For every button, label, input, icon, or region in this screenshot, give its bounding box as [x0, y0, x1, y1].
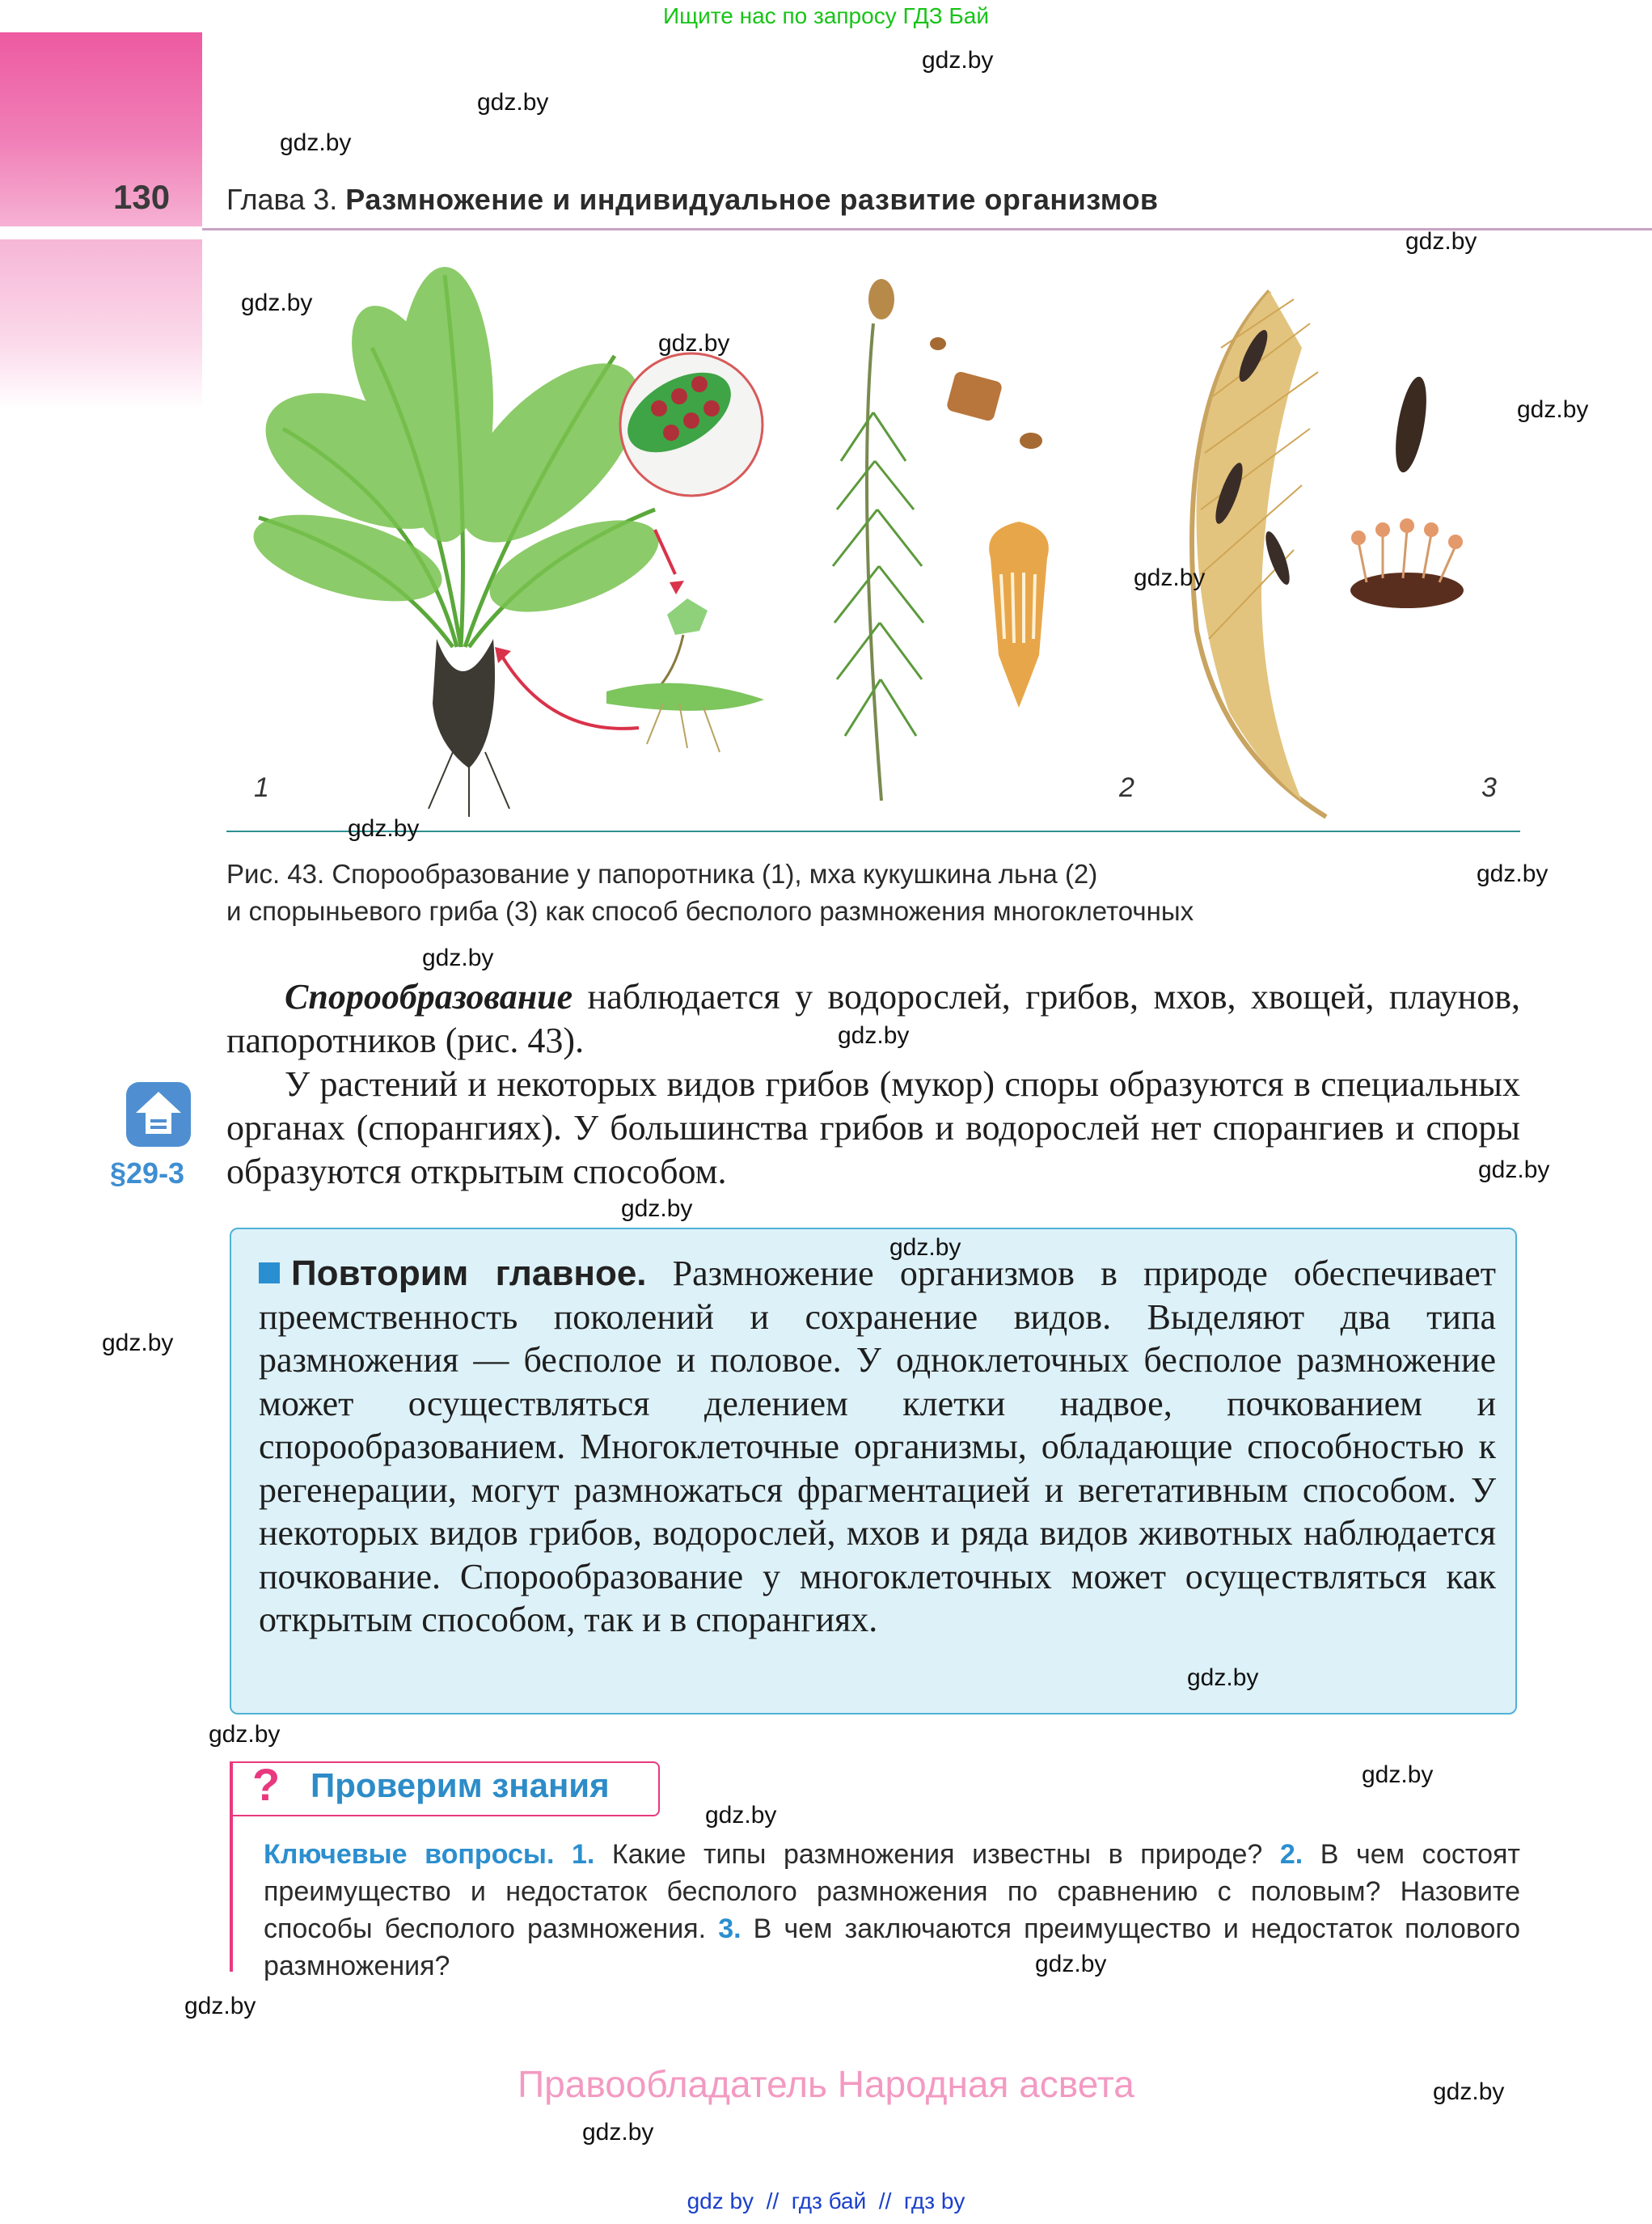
review-text — [259, 1252, 1496, 1642]
watermark: gdz.by — [1362, 1761, 1434, 1788]
chapter-heading — [226, 183, 1159, 217]
figure-43 — [226, 251, 1520, 825]
watermark: gdz.by — [1517, 396, 1589, 423]
watermark: gdz.by — [922, 47, 994, 74]
footer-links[interactable]: gdz by // гдз бай // гдз by — [687, 2188, 965, 2213]
watermark: gdz.by — [1134, 564, 1206, 591]
watermark: gdz.by — [1035, 1951, 1107, 1977]
watermark: gdz.by — [348, 815, 420, 842]
question-mark-icon: ? — [252, 1759, 281, 1810]
term-sporulation: Спорообразование — [285, 977, 573, 1017]
watermark: gdz.by — [102, 1330, 174, 1356]
home-icon — [125, 1080, 192, 1148]
figure-divider — [226, 831, 1520, 832]
watermark: gdz.by — [658, 330, 730, 357]
header-color-band — [0, 32, 202, 226]
figure-caption — [226, 856, 1520, 930]
watermark: gdz.by — [422, 945, 494, 971]
watermark: gdz.by — [1187, 1664, 1259, 1691]
review-heading: Повторим главное. — [291, 1254, 647, 1293]
question-1: Какие типы размножения известны в природе? — [594, 1839, 1280, 1870]
moss-illustration — [833, 279, 1049, 801]
watermark: gdz.by — [209, 1721, 281, 1748]
watermark: gdz.by — [1405, 228, 1477, 255]
check-title: Проверим знания — [311, 1766, 610, 1804]
watermark: gdz.by — [582, 2119, 654, 2146]
paragraph-sporulation-text: наблюдается у водорослей, грибов, мхов, хвощей, плаунов, папоротников (рис. 43). — [226, 977, 1520, 1060]
margin-color-band — [0, 239, 202, 409]
watermark: gdz.by — [1477, 860, 1548, 887]
question-3-number: 3. — [718, 1913, 741, 1944]
question-2-number: 2. — [1279, 1839, 1303, 1870]
paragraph-reference[interactable]: §29-3 — [110, 1156, 185, 1190]
watermark: gdz.by — [184, 1993, 256, 2019]
reference-home-icon[interactable] — [125, 1080, 192, 1148]
paragraph-sporangia: У растений и некоторых видов грибов (мукор) споры образуются в специальных органах (спорангиях). У большинства грибов и водорослей нет спорангиев и споры образуются открытым способом. — [226, 1064, 1520, 1191]
figure-label-2: 2 — [1119, 772, 1134, 803]
watermark: gdz.by — [241, 290, 313, 316]
figure-illustration — [226, 251, 1520, 825]
watermark: gdz.by — [889, 1234, 961, 1261]
review-body: Размножение организмов в природе обеспечивает преемственность поколений и сохранение видов. Выделяют два типа размножения — бесполое и половое. У одноклеточных бесполое размножение может осуществляться делением клетки надвое, почкованием и спорообразованием. Многоклеточные организмы, обладающие способностью к регенерации, могут размножаться фрагментацией и вегетативным способом. У некоторых видов грибов, водорослей, мхов и ряда видов животных наблюдается почкование. Спорообразование у многоклеточных может осуществляться как открытым способом, так и в спорангиях. — [259, 1254, 1496, 1639]
caption-line-1: Рис. 43. Спорообразование у папоротника (1), мха кукушкина льна (2) — [226, 859, 1098, 889]
watermark: gdz.by — [705, 1802, 777, 1829]
key-questions — [264, 1836, 1520, 1985]
watermark: gdz.by — [477, 89, 549, 116]
caption-line-2: и спорыньевого гриба (3) как способ бесполого размножения многоклеточных — [226, 896, 1194, 926]
ergot-illustration — [1192, 291, 1464, 817]
watermark: gdz.by — [280, 129, 352, 156]
question-2: В чем состоят преимущество и недостаток бесполого размножения по сравнению с половым? Назовите способы бесполого размножения. — [264, 1839, 1520, 1944]
chapter-prefix: Глава 3. — [226, 183, 338, 216]
question-3: В чем заключаются преимущество и недостаток полового размножения? — [264, 1913, 1520, 1981]
top-search-link[interactable]: Ищите нас по запросу ГДЗ Бай — [662, 3, 990, 28]
figure-label-1: 1 — [254, 772, 269, 803]
chapter-title: Размножение и индивидуальное развитие организмов — [345, 183, 1159, 216]
watermark: gdz.by — [1478, 1156, 1550, 1183]
figure-label-3: 3 — [1481, 772, 1497, 803]
key-questions-label: Ключевые вопросы. — [264, 1839, 555, 1870]
watermark: gdz.by — [838, 1022, 910, 1049]
page-number: 130 — [113, 178, 171, 216]
square-bullet-icon — [259, 1262, 280, 1283]
watermark: gdz.by — [1433, 2078, 1505, 2105]
question-1-number: 1. — [571, 1839, 595, 1870]
watermark: gdz.by — [621, 1195, 693, 1222]
copyright-note: Правообладатель Народная асвета — [518, 2063, 1134, 2105]
